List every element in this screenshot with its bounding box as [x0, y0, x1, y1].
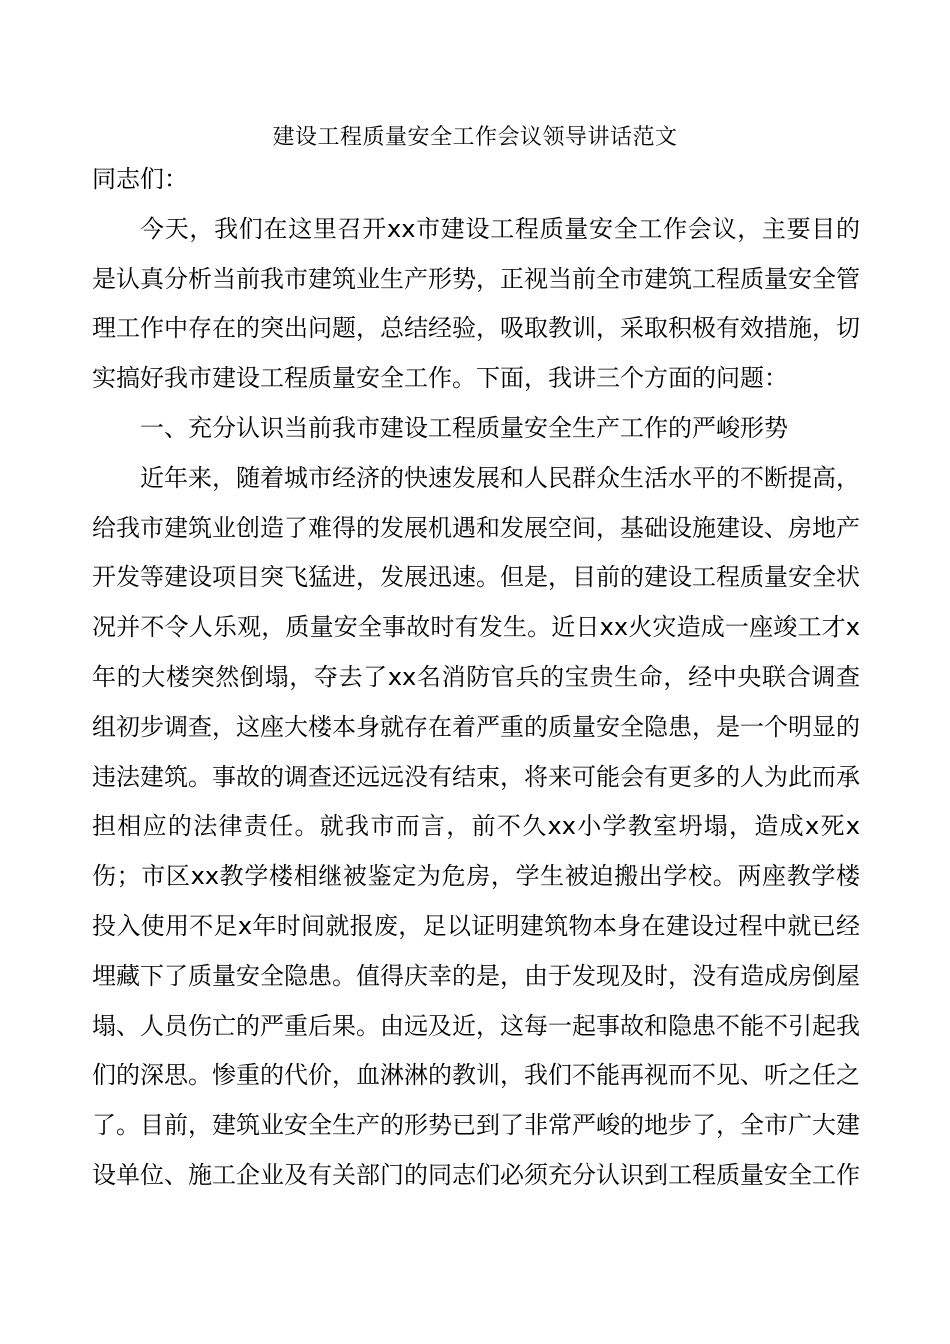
document-title: 建设工程质量安全工作会议领导讲话范文	[272, 125, 678, 150]
paragraph-intro: 今天，我们在这里召开xx市建设工程质量安全工作会议，主要目的是认真分析当前我市建筑业生产形势，正视当前全市建筑工程质量安全管理工作中存在的突出问题，总结经验，吸取教训，采取积极有效措施，切实搞好我市建设工程质量安全工作。下面，我讲三个方面的问题：	[92, 214, 860, 393]
section-heading: 一、充分认识当前我市建设工程质量安全生产工作的严峻形势	[140, 413, 788, 442]
salutation: 同志们：	[92, 165, 188, 193]
document-body	[92, 155, 860, 1201]
paragraph-situation: 近年来，随着城市经济的快速发展和人民群众生活水平的不断提高，给我市建筑业创造了难得的发展机遇和发展空间，基础设施建设、房地产开发等建设项目突飞猛进，发展迅速。但是，目前的建设工程质量安全状况并不令人乐观，质量安全事故时有发生。近日xx火灾造成一座竣工才x年的大楼突然倒塌，夺去了xx名消防官兵的宝贵生命，经中央联合调查组初步调查，这座大楼本身就存在着严重的质量安全隐患，是一个明显的违法建筑。事故的调查还远远没有结束，将来可能会有更多的人为此而承担相应的法律责任。就我市而言，前不久xx小学教室坍塌，造成x死x伤；市区xx教学楼相继被鉴定为危房，学生被迫搬出学校。两座教学楼投入使用不足x年时间就报废，足以证明建筑物本身在建设过程中就已经埋藏下了质量安全隐患。值得庆幸的是，由于发现及时，没有造成房倒屋塌、人员伤亡的严重后果。由远及近，这每一起事故和隐患不能不引起我们的深思。惨重的代价，血淋淋的教训，我们不能再视而不见、听之任之了。目前，建筑业安全生产的形势已到了非常严峻的地步了，全市广大建设单位、施工企业及有关部门的同志们必须充分认识到工程质量安全工作	[92, 463, 860, 1189]
